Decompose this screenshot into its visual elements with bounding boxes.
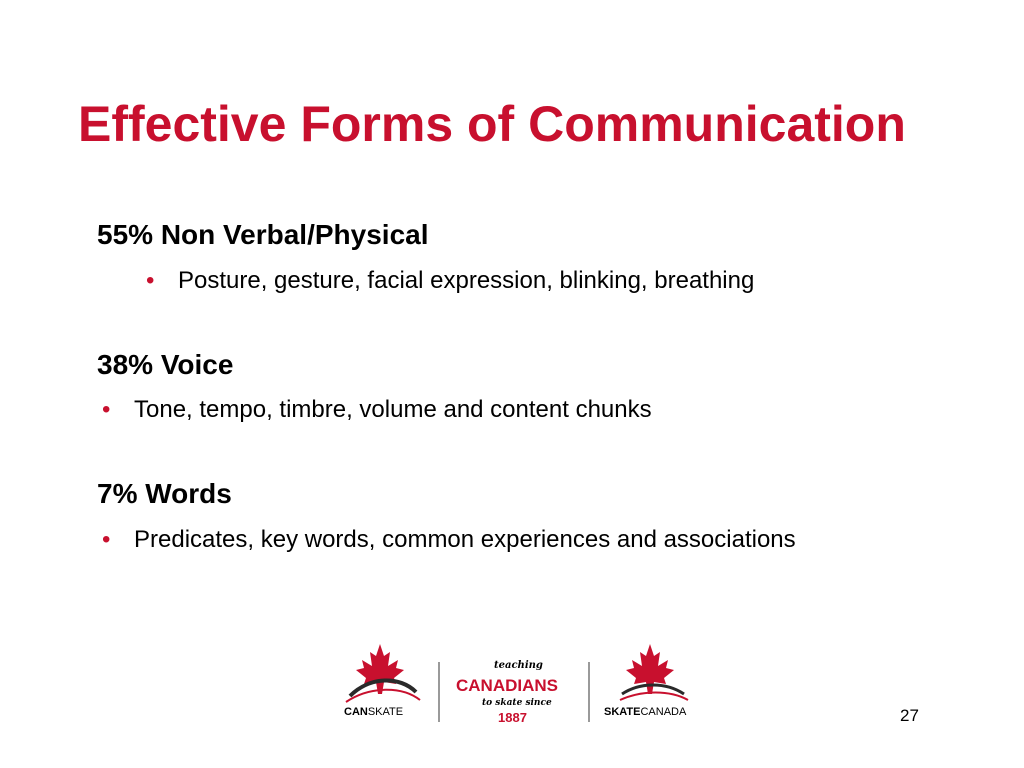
canskate-wordmark: [344, 706, 403, 718]
bullet-text: Tone, tempo, timbre, volume and content chunks: [134, 396, 652, 423]
bullet-dot-icon: •: [102, 396, 111, 423]
canskate-logo: [330, 640, 430, 730]
bullet-text: Predicates, key words, common experiences and associations: [134, 526, 796, 553]
canskate-skate-text: SKATE: [367, 706, 404, 718]
tagline-logo: [448, 640, 578, 730]
bullet-words: [102, 523, 822, 557]
tagline-to-skate-since: to skate since: [482, 698, 552, 708]
skatecanada-logo: [600, 640, 710, 730]
bullet-nonverbal: [146, 264, 946, 298]
logo-divider: [588, 662, 590, 722]
page-number: 27: [900, 706, 919, 725]
bullet-text: Posture, gesture, facial expression, blinking, breathing: [178, 267, 755, 294]
skatecanada-canada-text: CANADA: [640, 706, 687, 718]
bullet-voice: [102, 393, 902, 427]
skatecanada-wordmark: [604, 706, 686, 718]
section-heading-words: 7% Words: [97, 478, 232, 509]
canskate-can-text: CAN: [344, 706, 368, 718]
bullet-dot-icon: •: [146, 267, 155, 294]
tagline-teaching: teaching: [494, 660, 543, 671]
tagline-year: 1887: [498, 710, 527, 725]
logo-divider: [438, 662, 440, 722]
maple-leaf-icon: [600, 640, 700, 706]
section-heading-voice: 38% Voice: [97, 349, 234, 380]
skatecanada-skate-text: SKATE: [604, 706, 641, 718]
footer-logos: [330, 640, 730, 730]
section-heading-nonverbal: 55% Non Verbal/Physical: [97, 219, 429, 250]
bullet-dot-icon: •: [102, 526, 111, 553]
slide-title: Effective Forms of Communication: [78, 96, 906, 152]
maple-leaf-icon: [330, 640, 430, 710]
tagline-canadians: CANADIANS: [456, 676, 558, 695]
